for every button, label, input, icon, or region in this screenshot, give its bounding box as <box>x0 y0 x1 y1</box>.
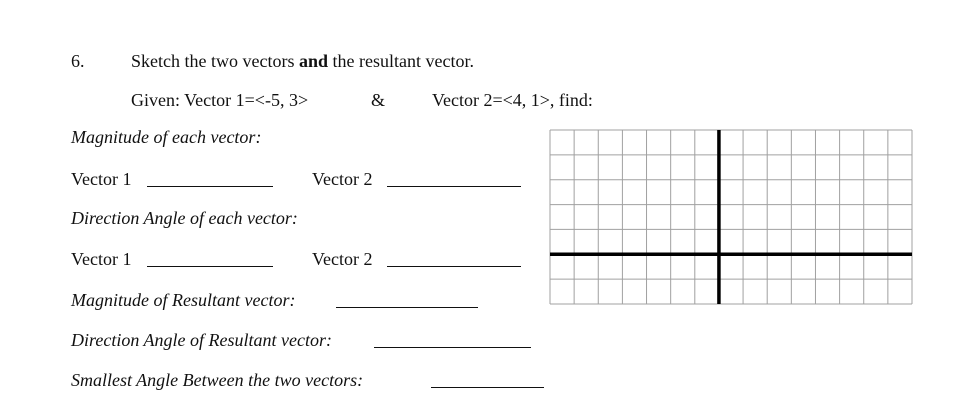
magnitude-resultant-answer-line[interactable] <box>336 307 478 308</box>
direction-vector2-answer-line[interactable] <box>387 266 521 267</box>
coordinate-grid[interactable] <box>549 129 913 305</box>
direction-resultant-answer-line[interactable] <box>374 347 531 348</box>
magnitude-vector2-label: Vector 2 <box>312 169 373 189</box>
smallest-angle-label: Smallest Angle Between the two vectors: <box>71 370 364 390</box>
instruction-text-start: Sketch the two vectors <box>131 51 299 71</box>
magnitude-each-heading: Magnitude of each vector: <box>71 127 262 147</box>
magnitude-vector1-answer-line[interactable] <box>147 186 273 187</box>
direction-vector1-answer-line[interactable] <box>147 266 273 267</box>
smallest-angle-answer-line[interactable] <box>431 387 544 388</box>
magnitude-vector2-answer-line[interactable] <box>387 186 521 187</box>
instruction-bold-word: and <box>298 51 328 71</box>
given-vector-1: Given: Vector 1=<-5, 3> <box>131 90 309 110</box>
given-vector-2: Vector 2=<4, 1>, find: <box>432 90 593 110</box>
direction-each-heading: Direction Angle of each vector: <box>71 208 298 228</box>
magnitude-resultant-label: Magnitude of Resultant vector: <box>71 290 296 310</box>
direction-resultant-label: Direction Angle of Resultant vector: <box>71 330 332 350</box>
instruction-text-end: the resultant vector. <box>328 51 474 71</box>
magnitude-vector1-label: Vector 1 <box>71 169 132 189</box>
problem-instruction <box>131 52 474 70</box>
direction-vector2-label: Vector 2 <box>312 249 373 269</box>
direction-vector1-label: Vector 1 <box>71 249 132 269</box>
problem-number: 6. <box>71 51 85 71</box>
given-ampersand: & <box>371 90 386 110</box>
